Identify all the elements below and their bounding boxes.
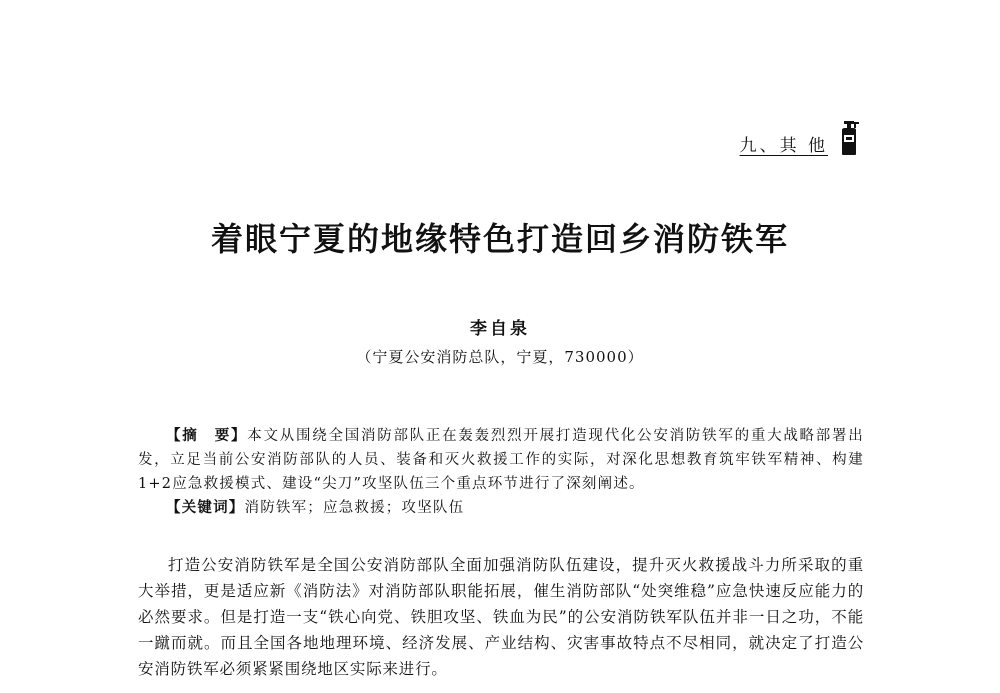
abstract-text: 本文从围绕全国消防部队正在轰轰烈烈开展打造现代化公安消防铁军的重大战略部署出发，立足当前公安消防部队的人员、装备和灭火救援工作的实际，对深化思想教育筑牢铁军精神、构建1+2应急救援模式、建设“尖刀”攻坚队伍三个重点环节进行了深刻阐述。 bbox=[138, 428, 864, 492]
fire-extinguisher-icon bbox=[838, 120, 860, 156]
author-name: 李自泉 bbox=[470, 319, 530, 339]
keywords bbox=[166, 496, 464, 520]
keywords-text: 消防铁军；应急救援；攻坚队伍 bbox=[244, 500, 465, 516]
section-header bbox=[740, 120, 860, 156]
section-label: 九、其 他 bbox=[739, 136, 828, 156]
abstract bbox=[138, 424, 864, 496]
article-title: 着眼宁夏的地缘特色打造回乡消防铁军 bbox=[210, 220, 789, 258]
keywords-label: 【关键词】 bbox=[166, 499, 245, 516]
author-affiliation: （宁夏公安消防总队，宁夏，730000） bbox=[356, 348, 644, 366]
abstract-label: 【摘 要】 bbox=[166, 427, 248, 444]
body-paragraph: 打造公安消防铁军是全国公安消防部队全面加强消防队伍建设，提升灭火救援战斗力所采取的重大举措，更是适应新《消防法》对消防部队职能拓展，催生消防部队“处突维稳”应急快速反应能力的必然要求。但是打造一支“铁心向党、铁胆攻坚、铁血为民”的公安消防铁军队伍并非一日之功，不能一蹴而就。而且全国各地地理环境、经济发展、产业结构、灾害事故特点不尽相同，就决定了打造公安消防铁军必须紧紧围绕地区实际来进行。 bbox=[138, 556, 864, 678]
